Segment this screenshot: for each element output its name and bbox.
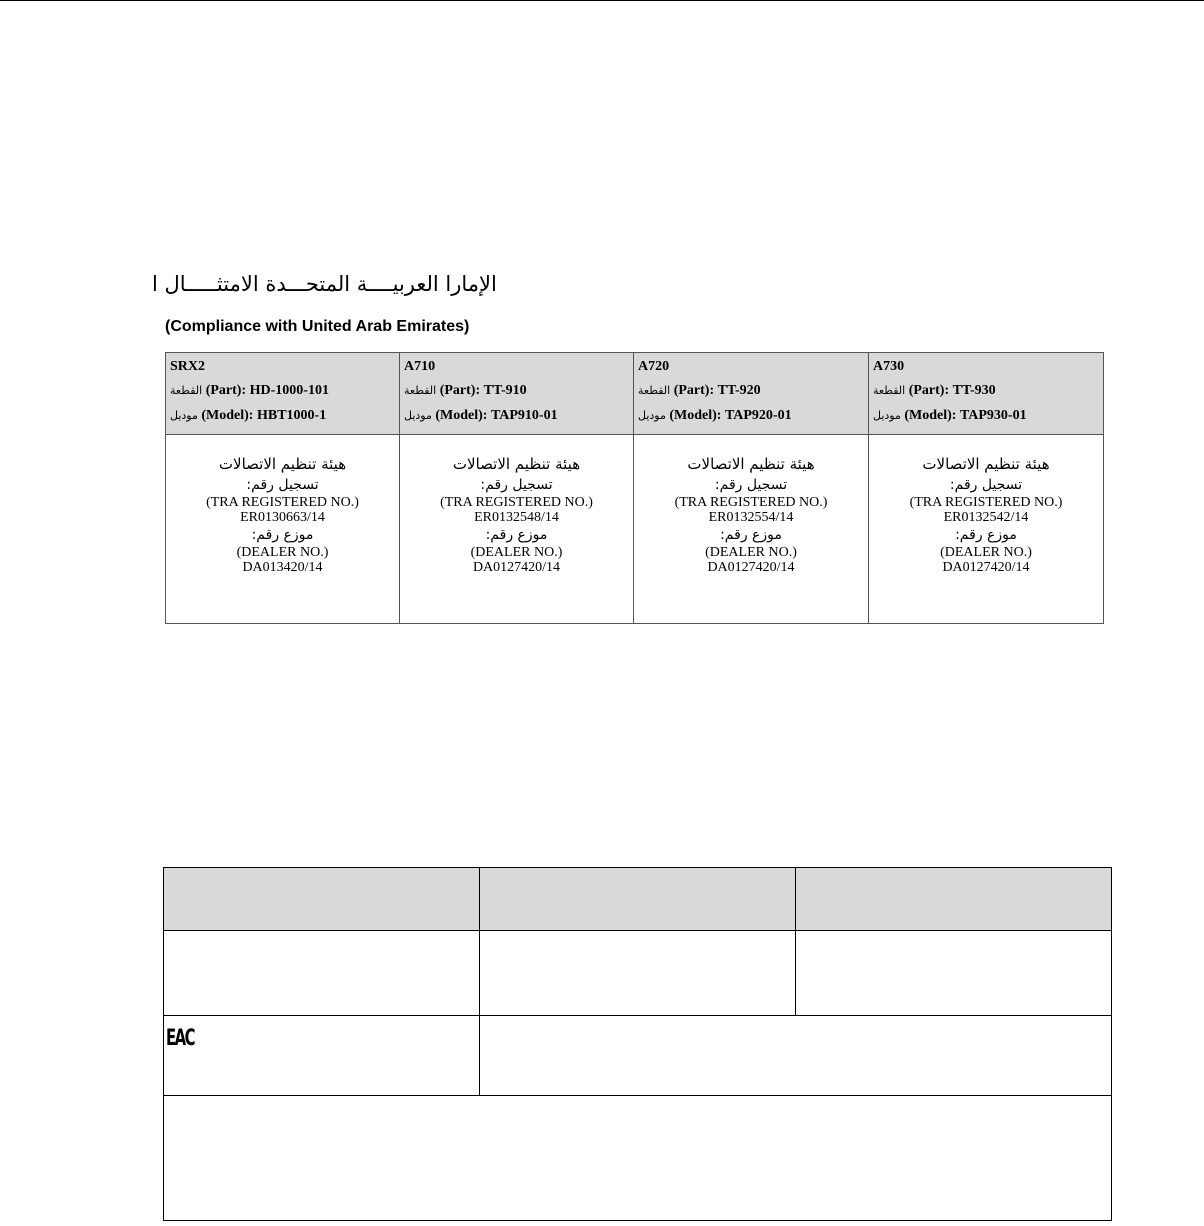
dealer-number: DA0127420/14 (707, 560, 795, 575)
model-label-arabic: موديل (873, 409, 901, 422)
product-name: SRX2 (170, 359, 206, 374)
registered-number: ER0132554/14 (708, 510, 794, 525)
registered-number: ER0130663/14 (240, 510, 325, 525)
eac-table-header-row (164, 868, 1112, 931)
dealer-label: (DEALER NO.) (940, 545, 1032, 560)
eac-logo: EAC (166, 1026, 195, 1051)
eac-table-footer-row (164, 1096, 1112, 1221)
registration-cell (166, 435, 400, 624)
registered-label-arabic: تسجيل رقم: (480, 477, 553, 493)
model-number: (Model): TAP930-01 (904, 408, 1027, 423)
compliance-heading-arabic: الإمارا العربيــــة المتحـــدة الامتثـــــال ا (152, 272, 497, 296)
compliance-heading: (Compliance with United Arab Emirates) (165, 318, 470, 335)
dealer-label-arabic: موزع رقم: (251, 527, 314, 543)
registered-label-arabic: تسجيل رقم: (714, 477, 788, 493)
tra-title-arabic: هيئة تنظيم الاتصالات (218, 455, 347, 473)
registration-cell (869, 435, 1104, 624)
table-cell (164, 931, 480, 1016)
part-label-arabic: القطعة (170, 384, 203, 397)
tra-title-arabic: هيئة تنظيم الاتصالات (687, 455, 815, 473)
part-label-arabic: القطعة (873, 384, 906, 397)
dealer-number: DA0127420/14 (942, 560, 1030, 575)
dealer-label-arabic: موزع رقم: (955, 527, 1017, 543)
registered-label: (TRA REGISTERED NO.) (674, 495, 828, 510)
registration-cell (400, 435, 634, 624)
product-header-cell (400, 353, 634, 435)
registration-cell (634, 435, 869, 624)
part-number: (Part): TT-910 (439, 383, 527, 398)
header-cell (480, 868, 796, 931)
product-name: A730 (873, 359, 905, 374)
registered-number: ER0132542/14 (943, 510, 1029, 525)
registered-number: ER0132548/14 (474, 510, 559, 525)
registered-label: (TRA REGISTERED NO.) (440, 495, 593, 510)
model-number: (Model): TAP920-01 (669, 408, 792, 423)
product-name: A710 (404, 359, 436, 374)
registered-label: (TRA REGISTERED NO.) (909, 495, 1063, 510)
top-rule (0, 0, 1204, 1)
model-label-arabic: موديل (638, 409, 666, 422)
table-cell (796, 931, 1112, 1016)
registered-label-arabic: تسجيل رقم: (949, 477, 1023, 493)
product-header-row (166, 353, 1104, 435)
dealer-label-arabic: موزع رقم: (720, 527, 782, 543)
dealer-label: (DEALER NO.) (705, 545, 797, 560)
table-cell (480, 931, 796, 1016)
eac-mark-cell (164, 1016, 480, 1096)
dealer-number: DA0127420/14 (472, 560, 561, 575)
registered-label-arabic: تسجيل رقم: (246, 477, 319, 493)
part-label-arabic: القطعة (638, 384, 671, 397)
model-label-arabic: موديل (170, 409, 198, 422)
header-cell (796, 868, 1112, 931)
dealer-number: DA013420/14 (242, 560, 323, 575)
tra-title-arabic: هيئة تنظيم الاتصالات (452, 455, 581, 473)
model-number: (Model): HBT1000-1 (201, 408, 327, 423)
product-header-cell (869, 353, 1104, 435)
header-cell (164, 868, 480, 931)
eac-mark-row (164, 1016, 1112, 1096)
part-label-arabic: القطعة (404, 384, 437, 397)
eac-table-row (164, 931, 1112, 1016)
part-number: (Part): TT-920 (673, 383, 761, 398)
dealer-label: (DEALER NO.) (470, 545, 563, 560)
eac-table (163, 867, 1112, 1221)
product-header-cell (634, 353, 869, 435)
tra-title-arabic: هيئة تنظيم الاتصالات (922, 455, 1050, 473)
model-label-arabic: موديل (404, 409, 432, 422)
product-name: A720 (638, 359, 670, 374)
part-number: (Part): TT-930 (908, 383, 996, 398)
dealer-label-arabic: موزع رقم: (485, 527, 548, 543)
registered-label: (TRA REGISTERED NO.) (206, 495, 359, 510)
table-cell (480, 1016, 1112, 1096)
product-header-cell (166, 353, 400, 435)
dealer-label: (DEALER NO.) (236, 545, 329, 560)
uae-compliance-table (165, 352, 1104, 624)
part-number: (Part): HD-1000-101 (205, 383, 329, 398)
table-cell (164, 1096, 1112, 1221)
registration-row (166, 435, 1104, 624)
model-number: (Model): TAP910-01 (435, 408, 558, 423)
